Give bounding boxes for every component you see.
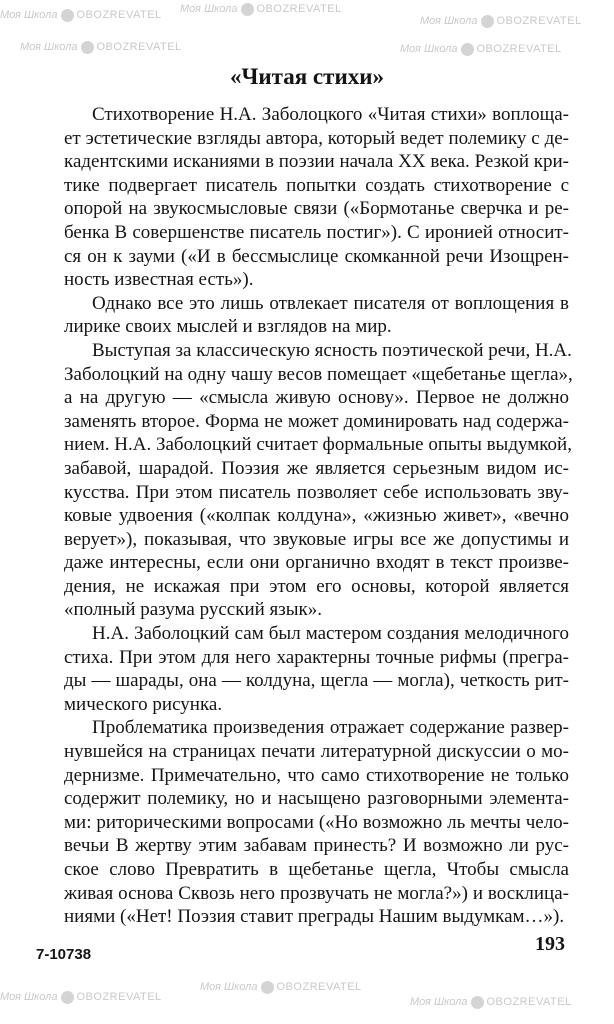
text-line: стиха. При этом для него характерны точные рифмы (прегра-	[64, 646, 569, 668]
page-title: «Читая стихи»	[230, 64, 384, 89]
text-line: верует»), показывая, что звуковые игры все же допустимы и	[64, 528, 569, 550]
watermark-brand1: Моя Школа	[0, 9, 58, 21]
text-line: заменять второе. Форма не может доминировать над содержа-	[64, 410, 569, 432]
text-line: ское слово Превратить в щебетанье щегла, Чтобы смысла	[64, 859, 569, 880]
watermark-brand2: OBOZREVATEL	[76, 991, 162, 1003]
text-line: Заболоцкий на одну чашу весов помещает «щебетанье щегла»,	[64, 363, 573, 385]
text-line: мического рисунка.	[64, 693, 223, 715]
text-line: опорой на звукосмысловые связи («Бормотанье сверчка и ре-	[64, 198, 569, 220]
text-line: тике подвергает писатель попытки создать стихотворение с	[64, 174, 569, 196]
watermark	[200, 980, 362, 994]
watermark	[20, 40, 182, 54]
watermark-brand2: OBOZREVATEL	[76, 9, 162, 21]
text-line: лирике своих мыслей и взглядов на мир.	[64, 316, 392, 338]
watermark-brand1: Моя Школа	[400, 43, 458, 55]
text-line: ся он к зауми («И в бессмыслице скомканной речи Изощрен-	[64, 245, 569, 267]
watermark-brand2: OBOZREVATEL	[486, 996, 572, 1008]
text-line: кадентскими исканиями в поэзии начала XX века. Резкой кри-	[64, 151, 569, 173]
watermark-brand1: Моя Школа	[420, 15, 478, 27]
text-line: Однако все это лишь отвлекает писателя от воплощения в	[92, 292, 569, 314]
watermark-logo-icon	[261, 981, 274, 994]
watermark-brand1: Моя Школа	[20, 41, 78, 53]
watermark-brand2: OBOZREVATEL	[276, 981, 362, 993]
text-line: вечьи В жертву этим забавам принесть? И возможно ли рус-	[64, 835, 569, 857]
text-line: даже интересны, если они органично входят в текст произве-	[64, 552, 569, 574]
watermark-brand2: OBOZREVATEL	[96, 41, 182, 53]
text-line: ды — шарады, она — колдуна, щегла — могла), четкость рит-	[64, 670, 569, 692]
watermark-brand1: Моя Школа	[200, 981, 258, 993]
text-line: Выступая за классическую ясность поэтической речи, Н.А.	[92, 339, 572, 361]
text-line: дения, не искажая при этом его основы, которой является	[64, 575, 569, 597]
text-line: ет эстетические взгляды автора, который ведет полемику с де-	[64, 127, 569, 149]
text-line: бенка В совершенстве писатель постиг»). С иронией относит-	[64, 221, 569, 243]
text-line: содержит полемику, но и насыщено разговорными элемента-	[64, 788, 569, 810]
print-code: 7-10738	[36, 946, 92, 963]
text-line: нувшейся на страницах печати литературной дискуссии о мо-	[64, 741, 569, 763]
watermark-brand1: Моя Школа	[0, 991, 58, 1003]
watermark-logo-icon	[61, 9, 74, 22]
text-line: ковые удвоения («колпак колдуна», «жизнью живет», «вечно	[64, 505, 569, 527]
text-line: дернизме. Примечательно, что само стихотворение не только	[64, 764, 569, 786]
watermark-brand2: OBOZREVATEL	[476, 43, 562, 55]
text-line: забавой, шарадой. Поэзия же является серьезным видом ис-	[64, 457, 569, 479]
watermark-brand1: Моя Школа	[180, 3, 238, 15]
text-line: кусства. При этом писатель позволяет себе использовать зву-	[64, 481, 569, 503]
watermark	[400, 42, 562, 56]
watermark-logo-icon	[81, 41, 94, 54]
page-number: 193	[535, 933, 565, 955]
watermark	[420, 14, 582, 28]
watermark	[180, 2, 342, 16]
watermark	[0, 990, 162, 1004]
text-line: Н.А. Заболоцкий сам был мастером создания мелодичного	[92, 623, 569, 645]
text-line: живая основа Сквозь него прозвучать не могла?») и восклица-	[64, 882, 569, 904]
watermark-logo-icon	[241, 3, 254, 16]
text-line: нием. Н.А. Заболоцкий считает формальные опыты выдумкой,	[64, 434, 572, 456]
watermark-logo-icon	[61, 991, 74, 1004]
text-line: ность известная есть»).	[64, 269, 254, 291]
watermark-logo-icon	[461, 43, 474, 56]
watermark	[0, 8, 162, 22]
watermark-brand2: OBOZREVATEL	[256, 3, 342, 15]
text-line: а на другую — «смысла живую основу». Первое не должно	[64, 387, 569, 409]
text-line: Стихотворение Н.А. Заболоцкого «Читая стихи» воплоща-	[92, 104, 569, 125]
text-line: ми: риторическими вопросами («Но возможно ль мечты чело-	[64, 811, 569, 833]
body-text	[64, 103, 573, 929]
text-line: ниями («Нет! Поэзия ставит преграды Нашим выдумкам…»).	[64, 906, 565, 928]
watermark-brand2: OBOZREVATEL	[496, 15, 582, 27]
watermark	[410, 995, 572, 1009]
watermark-brand1: Моя Школа	[410, 996, 468, 1008]
watermark-logo-icon	[471, 996, 484, 1009]
watermark-logo-icon	[481, 15, 494, 28]
text-line: Проблематика произведения отражает содержание развер-	[92, 717, 569, 739]
text-line: «полный разума русский язык».	[64, 599, 323, 621]
